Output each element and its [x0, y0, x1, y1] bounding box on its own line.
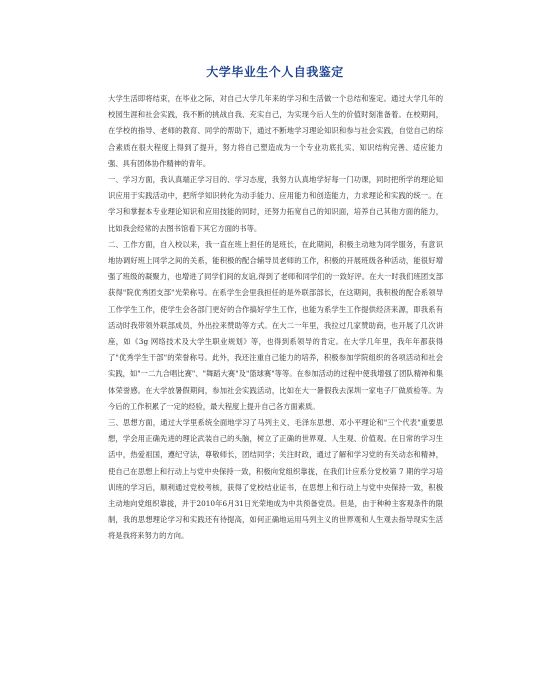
paragraph-work: 二、工作方面，自入校以来，我一直在班上担任的是班长，在此期间，积极主动地为同学服务，有意识地协调好班上同学之间的关系，能积极的配合辅导员老师的工作，积极的开展班级各种活动，能很好增强了班级的凝聚力，也增进了同学们间的友谊,得到了老师和同学们的一致好评。在大一时我们班团支部获得"院优秀团支部"光荣称号。在系学生会里我担任的是外联部部长，在这期间，我积极的配合系领导工作学生工作，使学生会各部门更好的合作搞好学生工作，也能为系学生工作提供经济来源，即我系有活动时我带领外联部成员，外出拉来赞助等方式。在大二一年里，我拉过几家赞助商，也开展了几次讲座，如《3g 网络技术及大学生职业规划》等，也得到系领导的肯定。在大学几年里，我年年都获得了"优秀学生干部"的荣誉称号。此外，我还注重自己能力的培养，积极参加学院组织的各项活动和社会实践，如"一二九合唱比赛"、"舞蹈大赛"及"篮球赛"等等。在参加活动的过程中使我增强了团队精神和集体荣誉感。在大学放暑假期间，参加社会实践活动，比如在大一暑假我去深圳一家电子厂做质检等。为今后的工作积累了一定的经验，最大程度上提升自己各方面素质。 [108, 239, 443, 411]
document-body [108, 91, 443, 545]
paragraph-intro: 大学生活即将结束，在毕业之际，对自己大学几年来的学习和生活做一个总结和鉴定。通过大学几年的校园生涯和社会实践，我不断的挑战自我、充实自己，为实现今后人生的价值时刻准备着。在校期间，在学校的指导、老师的教育、同学的帮助下，通过不断地学习理论知识和参与社会实践，自觉自己的综合素质在很大程度上得到了提升，努力将自己塑造成为一个专业功底扎实、知识结构完善、适应能力强、具有团体协作精神的青年。 [108, 94, 443, 168]
document-title: 大学毕业生个人自我鉴定 [206, 65, 344, 79]
paragraph-thought: 三、思想方面，通过大学里系统全面地学习了马列主义、毛泽东思想、邓小平理论和"三个代表"重要思想，学会用正确先进的理论武装自己的头脑，树立了正确的世界观、人生观、价值观。在日常的学习生活中，热爱祖国，遵纪守法，尊敬师长，团结同学；关注时政，通过了解和学习党的有关动态和精神，使自己在思想上和行动上与党中央保持一致，积极向党组织靠拢，在我们计应系分党校第 7 期的学习培训班的学习后，顺利通过党校考核，获得了党校结业证书，在思想上和行动上与党中央保持一致，积极主动地向党组织靠拢，并于2010年6月31日光荣地成为中共预备党员。但是，由于种种主客观条件的限制，我的思想理论学习和实践还有待提高，如何正确地运用马列主义的世界观和人生观去指导现实生活将是我将来努力的方向。 [108, 418, 443, 541]
paragraph-study: 一、学习方面，我认真端正学习目的、学习态度，我努力认真地学好每一门功课，同时把所学的理论知识应用于实践活动中，把所学知识转化为动手能力、应用能力和创造能力，力求理论和实践的统一。在学习和掌握本专业理论知识和应用技能的同时，还努力拓宽自己的知识面，培养自己其他方面的能力，比如我会经常的去图书馆看下其它方面的书等。 [108, 175, 443, 233]
